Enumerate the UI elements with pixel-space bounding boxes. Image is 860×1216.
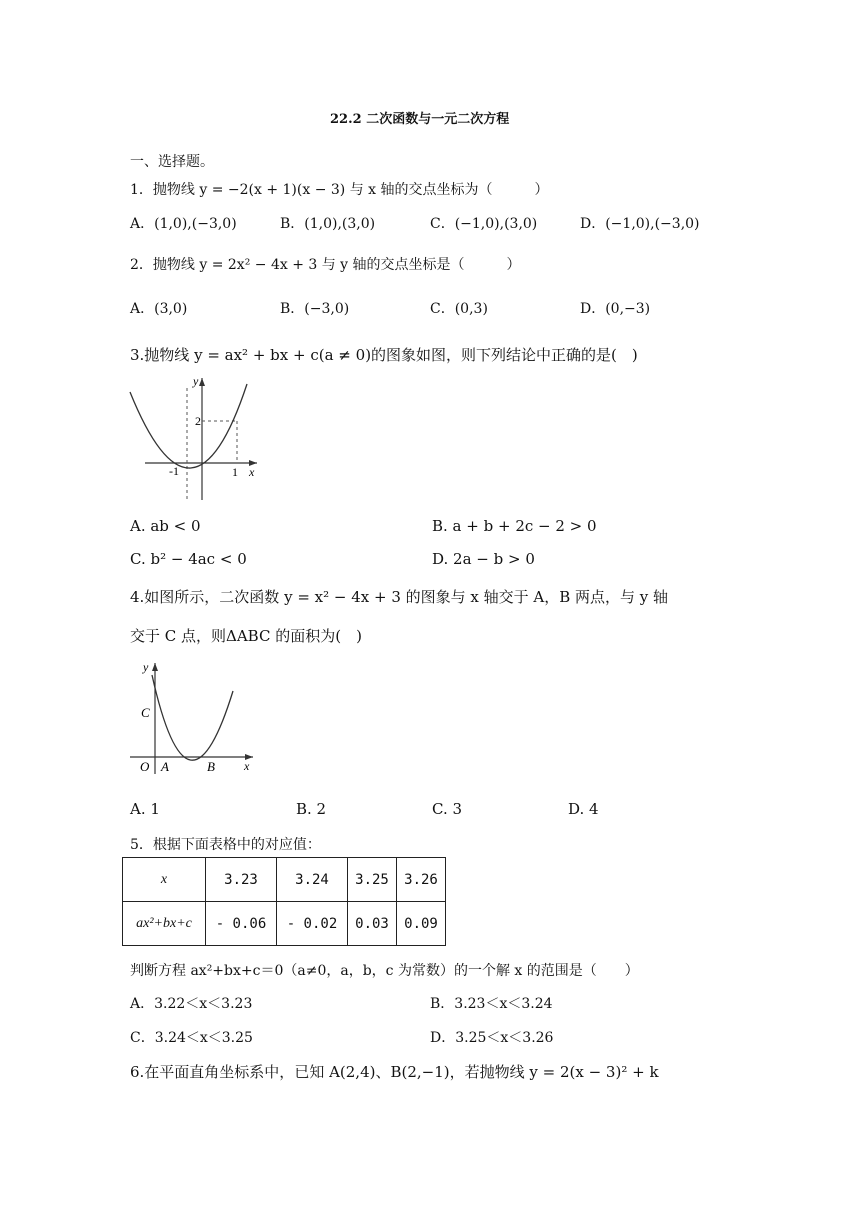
q4-parabola-graph — [125, 657, 265, 777]
q4-option-d: D. 4 — [568, 800, 599, 818]
table-cell: 0.03 — [348, 902, 397, 946]
table-cell: - 0.06 — [206, 902, 277, 946]
table-cell: 3.23 — [206, 858, 277, 902]
q3-tick-1: 1 — [232, 465, 238, 479]
q4-y-label: y — [143, 660, 149, 674]
q1-option-d: D．(−1,0),(−3,0) — [580, 216, 700, 232]
q4-stem-line2: 交于 C 点，则ΔABC 的面积为( ) — [130, 627, 362, 645]
q4-option-c: C. 3 — [432, 800, 463, 818]
q2-stem: 2．抛物线 y = 2x² − 4x + 3 与 y 轴的交点坐标是（ ） — [130, 257, 521, 273]
q5-value-table — [122, 857, 446, 946]
q4-point-b: B — [207, 759, 215, 774]
q4-point-a: A — [161, 759, 169, 774]
q1-option-c: C．(−1,0),(3,0) — [430, 216, 538, 232]
table-row — [123, 902, 446, 946]
section-heading: 一、选择题。 — [130, 154, 214, 170]
q2-option-d: D．(0,−3) — [580, 301, 651, 317]
table-cell: - 0.02 — [277, 902, 348, 946]
table-cell: 3.26 — [397, 858, 446, 902]
q3-parabola-graph — [125, 372, 265, 504]
q4-point-c: C — [141, 705, 150, 720]
q5-judge-text: 判断方程 ax²+bx+c＝0（a≠0，a，b，c 为常数）的一个解 x 的范围是（ ） — [130, 963, 639, 979]
table-row — [123, 858, 446, 902]
q2-option-c: C．(0,3) — [430, 301, 488, 317]
q1-option-b: B．(1,0),(3,0) — [280, 216, 376, 232]
q3-option-a: A. ab < 0 — [130, 517, 201, 535]
q5-option-a: A．3.22＜x＜3.23 — [130, 996, 253, 1012]
q2-option-a: A．(3,0) — [130, 301, 188, 317]
q5-option-b: B．3.23＜x＜3.24 — [430, 996, 553, 1012]
q3-x-label: x — [249, 465, 255, 479]
q3-tick-2: 2 — [195, 414, 201, 428]
q3-option-b: B. a + b + 2c − 2 > 0 — [432, 517, 597, 535]
q5-option-d: D．3.25＜x＜3.26 — [430, 1030, 554, 1046]
q4-option-b: B. 2 — [296, 800, 327, 818]
q1-option-a: A．(1,0),(−3,0) — [130, 216, 237, 232]
table-cell-x-header: x — [123, 858, 206, 902]
q4-option-a: A. 1 — [130, 800, 160, 818]
q3-tick-neg1: -1 — [169, 464, 179, 478]
q4-stem-line1: 4.如图所示，二次函数 y = x² − 4x + 3 的图象与 x 轴交于 A，B 两点，与 y 轴 — [130, 588, 669, 606]
q5-option-c: C．3.24＜x＜3.25 — [130, 1030, 253, 1046]
q3-stem: 3.抛物线 y = ax² + bx + c(a ≠ 0)的图象如图，则下列结论中正确的是( ) — [130, 346, 638, 364]
q6-stem: 6.在平面直角坐标系中，已知 A(2,4)、B(2,−1)，若抛物线 y = 2(x − 3)² + k — [130, 1063, 659, 1081]
table-cell-expr-header: ax²+bx+c — [123, 902, 206, 946]
q3-option-d: D. 2a − b > 0 — [432, 550, 535, 568]
page-title: 22.2 二次函数与一元二次方程 — [330, 112, 510, 127]
q3-y-label: y — [193, 374, 199, 388]
table-cell: 3.24 — [277, 858, 348, 902]
q5-stem: 5．根据下面表格中的对应值： — [130, 837, 321, 853]
q4-x-label: x — [244, 759, 250, 773]
table-cell: 0.09 — [397, 902, 446, 946]
q3-option-c: C. b² − 4ac < 0 — [130, 550, 247, 568]
q1-stem: 1．抛物线 y = −2(x + 1)(x − 3) 与 x 轴的交点坐标为（ ） — [130, 182, 549, 198]
q2-option-b: B．(−3,0) — [280, 301, 350, 317]
table-cell: 3.25 — [348, 858, 397, 902]
q4-origin-o: O — [140, 759, 150, 774]
